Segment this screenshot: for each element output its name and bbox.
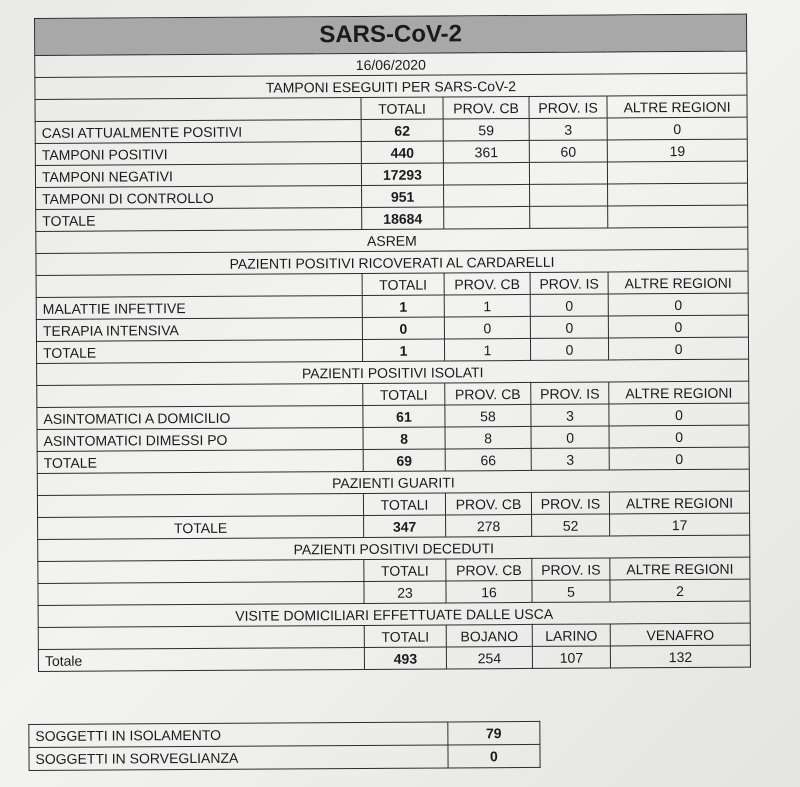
column-header: PROV. CB	[444, 272, 530, 295]
column-header: PROV. CB	[445, 382, 531, 405]
cell-totali: 61	[363, 405, 445, 428]
section-heading-isolati: PAZIENTI POSITIVI ISOLATI	[37, 359, 749, 385]
cell-prov-is: 3	[531, 448, 609, 470]
row-label: Totale	[38, 647, 364, 671]
cell-prov-cb: 278	[446, 514, 532, 537]
cell-larino: 107	[532, 646, 610, 668]
section-heading-tamponi: TAMPONI ESEGUITI PER SARS-CoV-2	[35, 73, 747, 99]
cell-prov-cb: 1	[444, 338, 530, 361]
cell-totali: 0	[362, 317, 444, 340]
cell-prov-cb	[443, 162, 529, 185]
cell-totali: 1	[362, 339, 444, 362]
column-header: PROV. IS	[529, 96, 607, 118]
cell-altre-regioni: 0	[609, 447, 749, 470]
empty-cell	[35, 97, 361, 121]
row-label: TAMPONI NEGATIVI	[35, 163, 361, 187]
cell-prov-cb: 361	[443, 140, 529, 163]
cell-totali: 69	[363, 449, 445, 472]
column-header: TOTALI	[361, 97, 443, 120]
cell-altre-regioni: 0	[609, 425, 749, 448]
empty-cell	[37, 493, 363, 517]
cell-altre-regioni: 0	[608, 337, 748, 360]
column-header: TOTALI	[363, 383, 445, 406]
cell-prov-is	[530, 206, 608, 228]
section-heading-ricoverati: PAZIENTI POSITIVI RICOVERATI AL CARDARELLI	[36, 249, 748, 275]
cell-prov-is: 0	[531, 426, 609, 448]
column-header: ALTRE REGIONI	[607, 95, 747, 118]
column-header: PROV. IS	[530, 272, 608, 294]
cell-totali: 1	[362, 295, 444, 318]
cell-prov-cb: 66	[445, 448, 531, 471]
cell-prov-cb: 59	[443, 118, 529, 141]
cell-altre-regioni: 19	[607, 139, 747, 162]
cell-prov-is: 3	[531, 404, 609, 426]
row-label	[38, 581, 364, 605]
empty-cell	[37, 383, 363, 407]
cell-prov-is: 0	[530, 294, 608, 316]
row-label: MALATTIE INFETTIVE	[36, 295, 362, 319]
column-header: TOTALI	[364, 625, 446, 648]
cell-altre-regioni: 0	[607, 117, 747, 140]
row-label: TAMPONI POSITIVI	[35, 141, 361, 165]
row-label: TOTALE	[36, 339, 362, 363]
report-date: 16/06/2020	[35, 51, 747, 77]
asrem-label: ASREM	[36, 227, 748, 253]
cell-prov-cb	[444, 206, 530, 229]
column-header: PROV. IS	[532, 558, 610, 580]
column-header: PROV. IS	[531, 492, 609, 514]
column-header: TOTALI	[363, 493, 445, 516]
table-row	[38, 645, 750, 671]
column-header: BOJANO	[446, 624, 532, 647]
summary-value: 79	[448, 721, 540, 745]
cell-venafro: 132	[610, 645, 750, 668]
summary-value: 0	[448, 744, 540, 768]
row-label: TOTALE	[36, 207, 362, 231]
empty-cell	[38, 559, 364, 583]
section-heading-guariti: PAZIENTI GUARITI	[37, 469, 749, 495]
row-label: SOGGETTI IN SORVEGLIANZA	[29, 745, 448, 771]
cell-altre-regioni	[608, 205, 748, 228]
cell-prov-cb: 58	[445, 404, 531, 427]
cell-prov-cb: 0	[444, 316, 530, 339]
cell-prov-is: 60	[529, 140, 607, 162]
cell-bojano: 254	[446, 646, 532, 669]
empty-cell	[36, 273, 362, 297]
cell-totali: 18684	[362, 207, 444, 230]
cell-totali: 493	[364, 647, 446, 670]
cell-prov-cb	[444, 184, 530, 207]
covid-report-table	[34, 14, 751, 672]
row-label: TOTALE	[37, 449, 363, 473]
cell-totali: 440	[361, 141, 443, 164]
column-header: PROV. CB	[443, 96, 529, 119]
row-label: ASINTOMATICI DIMESSI PO	[37, 427, 363, 451]
column-header: LARINO	[532, 624, 610, 646]
table-row	[29, 721, 540, 747]
summary-table	[28, 721, 540, 771]
cell-prov-is	[530, 184, 608, 206]
column-header: ALTRE REGIONI	[609, 491, 749, 514]
cell-totali: 62	[361, 119, 443, 142]
row-label: SOGGETTI IN ISOLAMENTO	[29, 722, 448, 748]
row-label: TERAPIA INTENSIVA	[36, 317, 362, 341]
report-title: SARS-CoV-2	[35, 14, 747, 55]
column-header: ALTRE REGIONI	[608, 271, 748, 294]
column-header: TOTALI	[362, 273, 444, 296]
report-sheet	[28, 13, 776, 767]
cell-totali: 8	[363, 427, 445, 450]
cell-prov-is: 52	[532, 514, 610, 536]
cell-prov-cb: 16	[446, 580, 532, 603]
cell-altre-regioni: 0	[608, 315, 748, 338]
column-header: VENAFRO	[610, 623, 750, 646]
table-row	[29, 744, 540, 770]
cell-totali: 17293	[361, 163, 443, 186]
cell-prov-is: 3	[529, 118, 607, 140]
cell-totali: 347	[364, 515, 446, 538]
column-header: PROV. CB	[445, 492, 531, 515]
cell-altre-regioni	[607, 161, 747, 184]
cell-altre-regioni	[608, 183, 748, 206]
column-header: PROV. CB	[446, 558, 532, 581]
empty-cell	[38, 625, 364, 649]
section-heading-deceduti: PAZIENTI POSITIVI DECEDUTI	[38, 535, 750, 561]
cell-totali: 951	[362, 185, 444, 208]
row-label: CASI ATTUALMENTE POSITIVI	[35, 119, 361, 143]
cell-prov-is: 5	[532, 580, 610, 602]
column-header: TOTALI	[364, 559, 446, 582]
cell-prov-is	[529, 162, 607, 184]
cell-prov-cb: 8	[445, 426, 531, 449]
row-label: ASINTOMATICI A DOMICILIO	[37, 405, 363, 429]
cell-totali: 23	[364, 581, 446, 604]
column-header: PROV. IS	[531, 382, 609, 404]
cell-altre-regioni: 17	[610, 513, 750, 536]
cell-prov-cb: 1	[444, 294, 530, 317]
column-header: ALTRE REGIONI	[610, 557, 750, 580]
cell-prov-is: 0	[530, 338, 608, 360]
cell-altre-regioni: 2	[610, 579, 750, 602]
column-header: ALTRE REGIONI	[609, 381, 749, 404]
cell-altre-regioni: 0	[608, 293, 748, 316]
row-label: TAMPONI DI CONTROLLO	[36, 185, 362, 209]
cell-prov-is: 0	[530, 316, 608, 338]
section-heading-usca: VISITE DOMICILIARI EFFETTUATE DALLE USCA	[38, 601, 750, 627]
row-label: TOTALE	[38, 515, 364, 539]
cell-altre-regioni: 0	[609, 403, 749, 426]
